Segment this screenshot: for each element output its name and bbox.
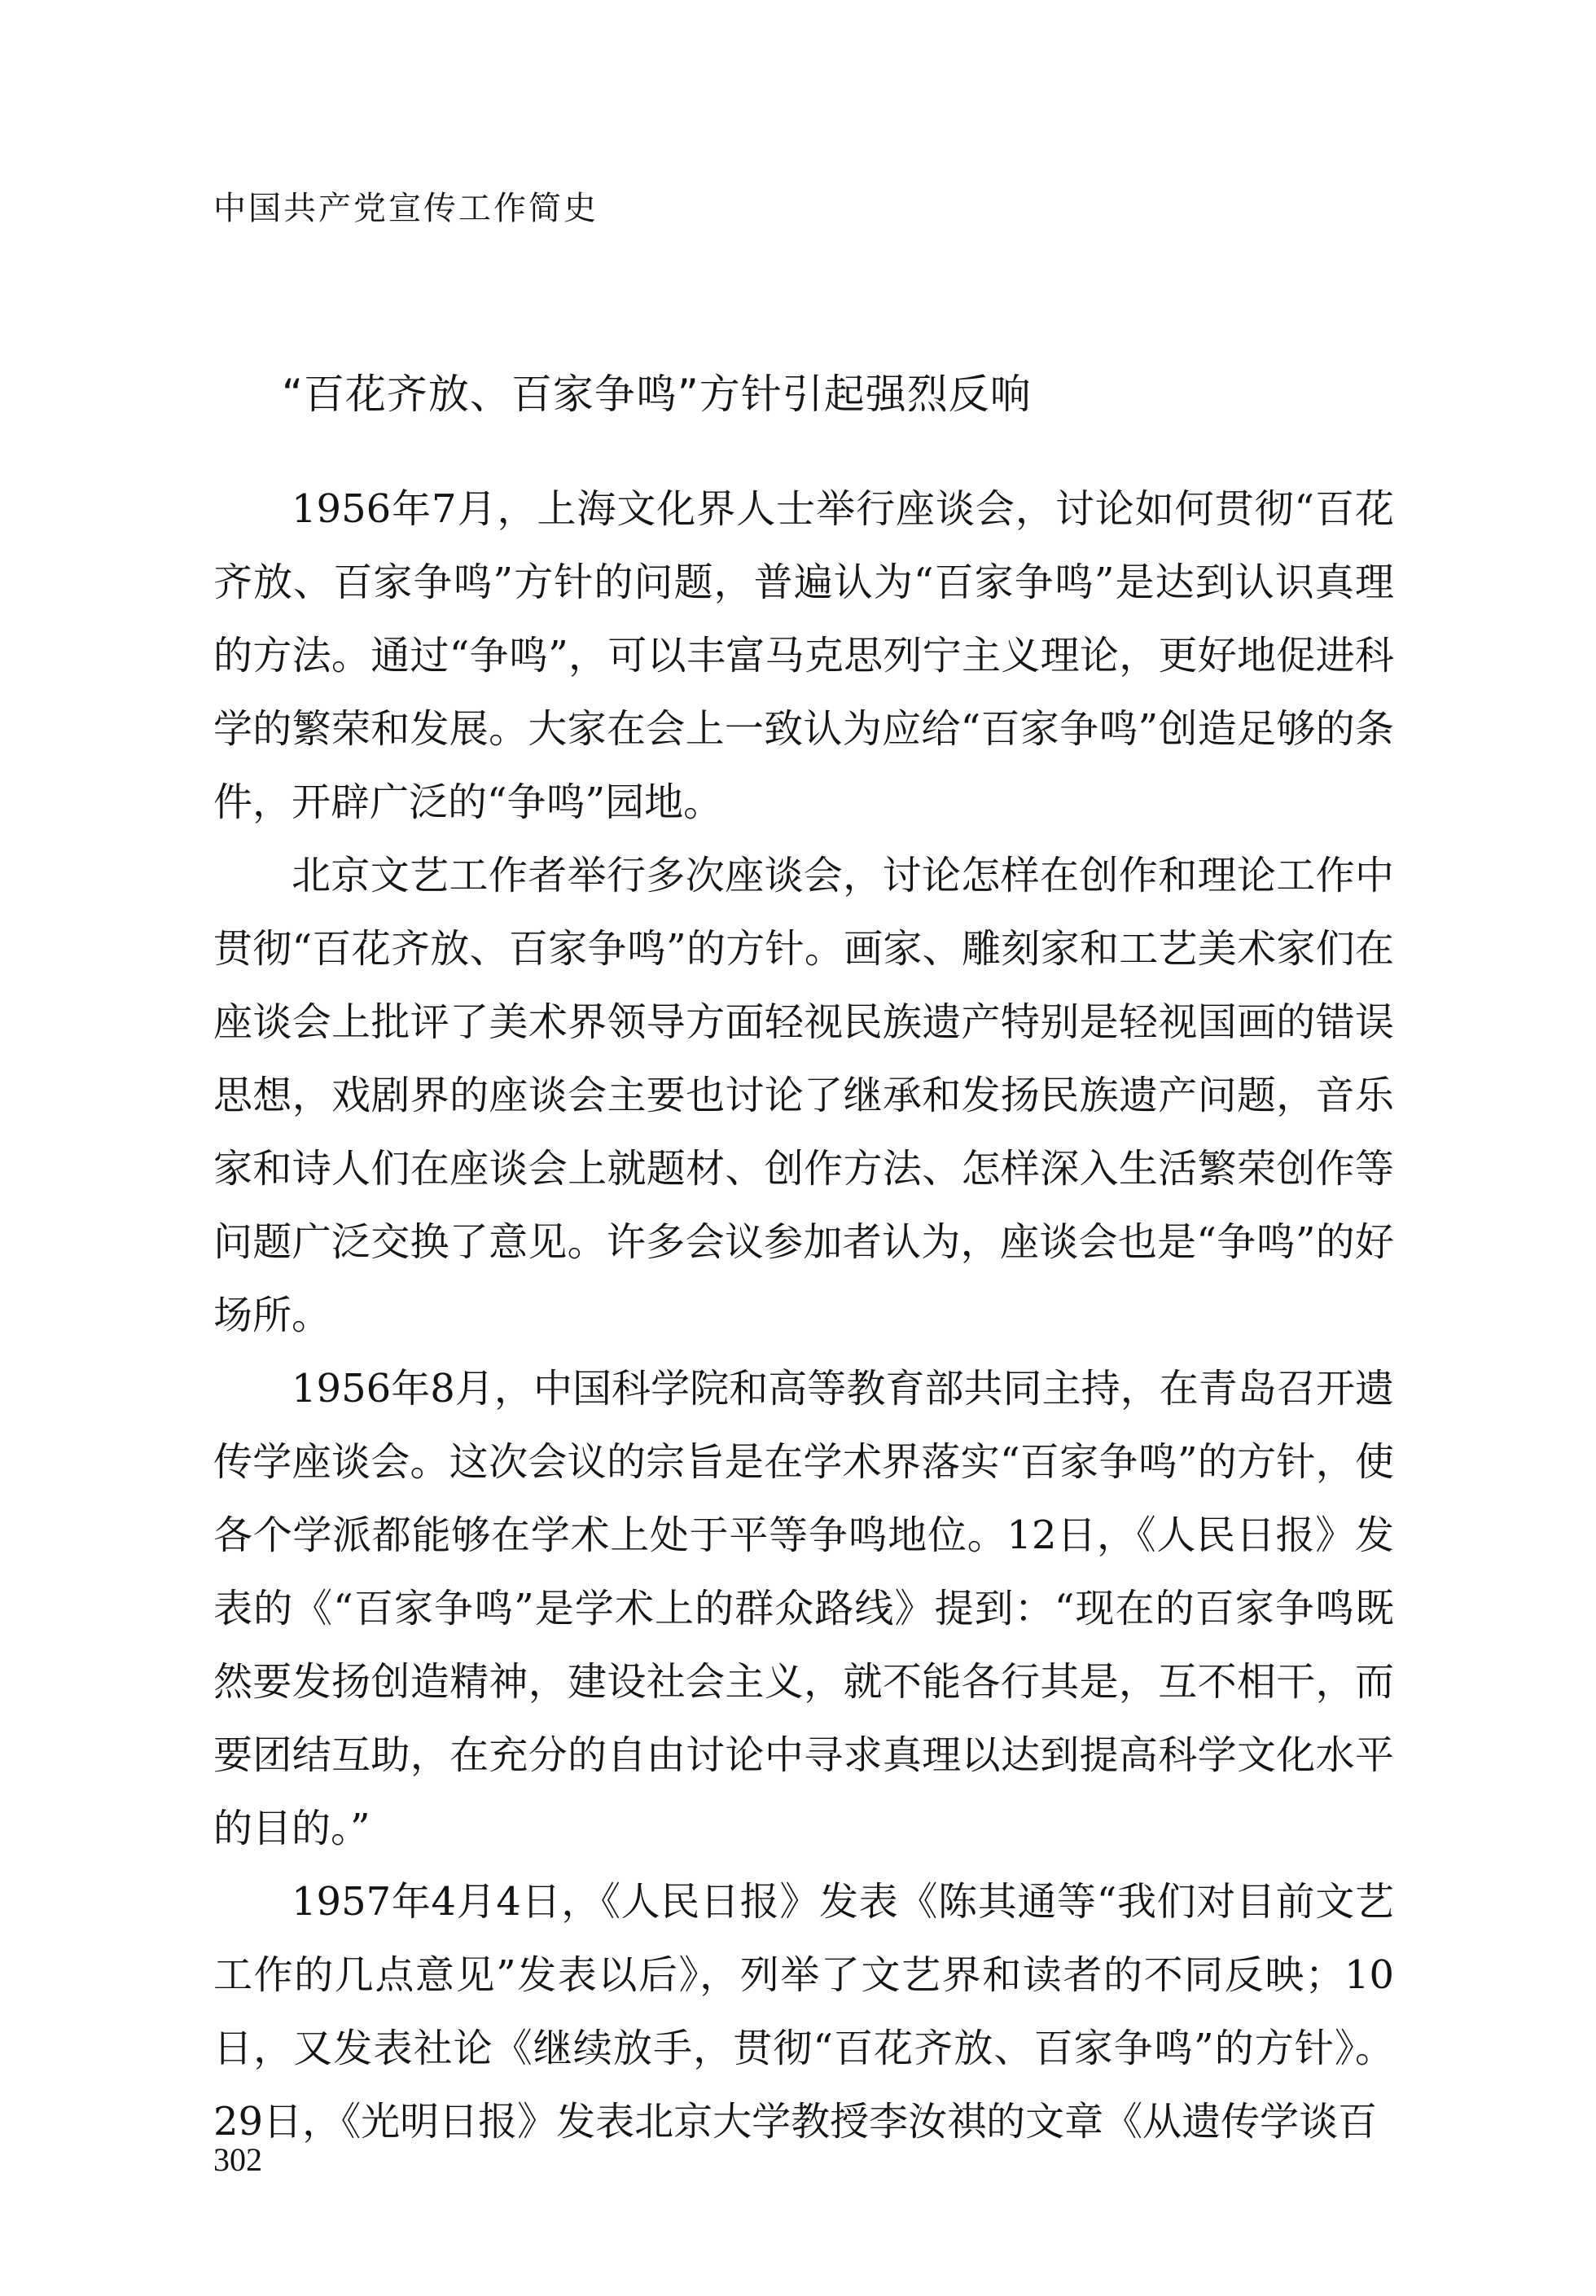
- body-text: [213, 472, 1394, 2158]
- paragraph: 1956年8月，中国科学院和高等教育部共同主持，在青岛召开遗传学座谈会。这次会议的宗旨是在学术界落实“百家争鸣”的方针，使各个学派都能够在学术上处于平等争鸣地位。12日，《人民日报》发表的《“百家争鸣”是学术上的群众路线》提到：“现在的百家争鸣既然要发扬创造精神，建设社会主义，就不能各行其是，互不相干，而要团结互助，在充分的自由讨论中寻求真理以达到提高科学文化水平的目的。”: [213, 1366, 1394, 1851]
- section-heading: “百花齐放、百家争鸣”方针引起强烈反响: [282, 371, 1032, 418]
- page-number: 302: [213, 2141, 262, 2178]
- paragraph: 1957年4月4日，《人民日报》发表《陈其通等“我们对目前文艺工作的几点意见”发表以后》，列举了文艺界和读者的不同反映；10日，又发表社论《继续放手，贯彻“百花齐放、百家争鸣”的方针》。29日，《光明日报》发表北京大学教授李汝祺的文章《从遗传学谈百: [213, 1879, 1394, 2145]
- paragraph: 1956年7月，上海文化界人士举行座谈会，讨论如何贯彻“百花齐放、百家争鸣”方针的问题，普遍认为“百家争鸣”是达到认识真理的方法。通过“争鸣”，可以丰富马克思列宁主义理论，更好地促进科学的繁荣和发展。大家在会上一致认为应给“百家争鸣”创造足够的条件，开辟广泛的“争鸣”园地。: [213, 486, 1394, 825]
- running-header: 中国共产党宣传工作简史: [213, 190, 598, 227]
- paragraph: 北京文艺工作者举行多次座谈会，讨论怎样在创作和理论工作中贯彻“百花齐放、百家争鸣”的方针。画家、雕刻家和工艺美术家们在座谈会上批评了美术界领导方面轻视民族遗产特别是轻视国画的错误思想，戏剧界的座谈会主要也讨论了继承和发扬民族遗产问题，音乐家和诗人们在座谈会上就题材、创作方法、怎样深入生活繁荣创作等问题广泛交换了意见。许多会议参加者认为，座谈会也是“争鸣”的好场所。: [213, 853, 1394, 1338]
